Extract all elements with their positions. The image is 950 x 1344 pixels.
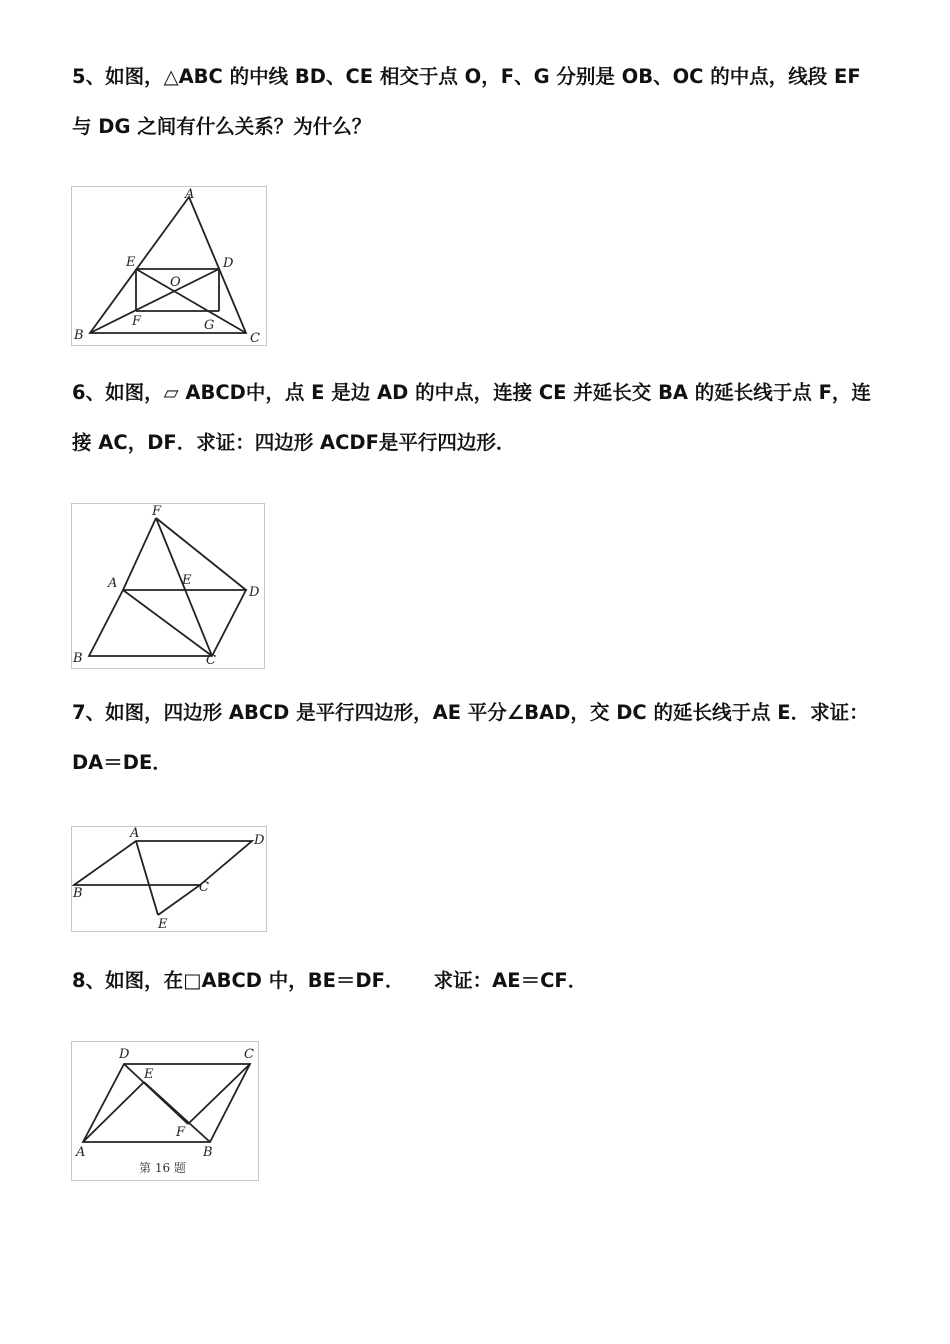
- question-6: [72, 368, 884, 468]
- question-number: 7、: [72, 701, 106, 724]
- label-E: E: [182, 573, 192, 588]
- label-C: C: [250, 331, 260, 345]
- label-B: B: [73, 651, 83, 666]
- label-C: C: [199, 880, 209, 895]
- label-E: E: [144, 1067, 154, 1082]
- line-ae: [136, 841, 158, 915]
- figure-q7-parallelogram: [71, 826, 267, 932]
- label-F: F: [176, 1125, 186, 1140]
- label-B: B: [203, 1145, 213, 1160]
- label-B: B: [74, 328, 84, 343]
- parallelogram-abcd: [74, 841, 252, 885]
- label-D: D: [254, 833, 265, 848]
- figure-caption: 第 16 题: [139, 1161, 186, 1175]
- line-ce: [158, 885, 200, 915]
- figure-q5-triangle: [71, 186, 267, 346]
- line-ae: [83, 1082, 144, 1142]
- label-A: A: [76, 1145, 86, 1160]
- question-number: 5、: [72, 65, 106, 88]
- label-F: F: [132, 314, 142, 329]
- question-number: 6、: [72, 381, 106, 404]
- label-D: D: [119, 1047, 130, 1062]
- question-5: [72, 52, 884, 152]
- line-cf: [188, 1064, 250, 1124]
- figure-q8-parallelogram: [71, 1041, 259, 1181]
- label-G: G: [204, 318, 215, 333]
- question-number: 8、: [72, 969, 106, 992]
- line-fd: [156, 518, 246, 590]
- question-text: 如图，四边形 ABCD 是平行四边形，AE 平分∠BAD，交 DC 的延长线于点 E．求证：DA＝DE．: [72, 701, 869, 774]
- question-text: 如图，▱ ABCD中，点 E 是边 AD 的中点，连接 CE 并延长交 BA 的延长线于点 F，连接 AC，DF．求证：四边形 ACDF是平行四边形．: [72, 381, 871, 454]
- label-D: D: [249, 585, 260, 600]
- question-text: 如图，在□ABCD 中，BE＝DF． 求证：AE＝CF．: [105, 969, 588, 992]
- question-8: [72, 956, 884, 1006]
- line-ba-extended: [123, 518, 156, 590]
- label-E: E: [126, 255, 136, 270]
- label-C: C: [244, 1047, 254, 1062]
- label-C: C: [206, 653, 216, 668]
- label-F: F: [152, 504, 162, 519]
- label-E: E: [158, 917, 168, 931]
- question-7: [72, 688, 884, 788]
- question-text: 如图，△ABC 的中线 BD、CE 相交于点 O，F、G 分别是 OB、OC 的中点，线段 EF 与 DG 之间有什么关系？为什么？: [72, 65, 861, 138]
- label-B: B: [73, 886, 83, 901]
- label-O: O: [170, 275, 181, 290]
- figure-q6-parallelogram: [71, 503, 265, 669]
- label-A: A: [108, 576, 118, 591]
- label-D: D: [223, 256, 234, 271]
- label-A: A: [130, 827, 140, 841]
- median-bd: [90, 269, 219, 333]
- label-A: A: [185, 187, 195, 202]
